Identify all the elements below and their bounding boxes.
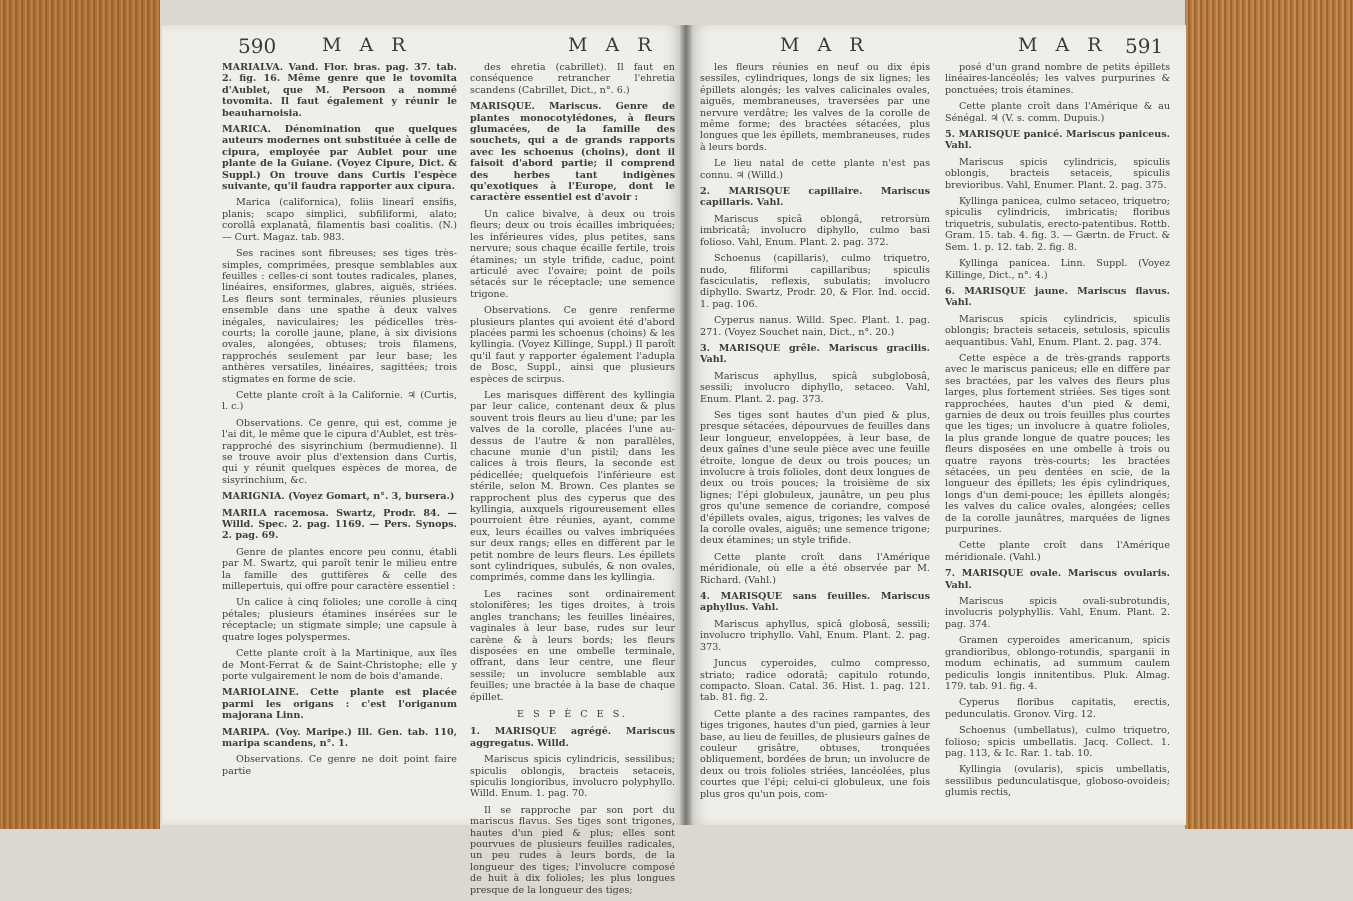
right-running-head-2: M A R [1018, 34, 1108, 56]
left-col2-paragraph: Il se rapproche par son port du mariscus flavus. Ses tiges sont trigones, hautes d'un pied & plus; elles sont pourvues de plusieurs feuilles radicales, un peu rudes à leurs bords, de la longueur des tiges; l'involucre composé de huit à dix folioles; les plus longues presque de la longueur des tiges; [470, 804, 675, 896]
right-col2-paragraph: Schoenus (umbellatus), culmo triquetro, folioso; spicis umbellatis. Jacq. Collect. 1. pag. 113, & Ic. Rar. 1. tab. 10. [945, 725, 1170, 759]
right-col2-paragraph: Mariscus spicis cylindricis, spiculis oblongis; bracteis setaceis, setulosis, spiculis aequantibus. Vahl, Enum. Plant. 2. pag. 374. [945, 313, 1170, 348]
right-col2-paragraph: Cette espèce a de très-grands rapports avec le mariscus paniceus; elle en diffère par ses bractées, par les valves des fleurs plus larges, plus fortement striées. Ses tiges sont rapprochées, hautes d'un pied & demi, garnies de deux ou trois feuilles plus courtes que les tiges; un involucre à quatre folioles, la plus grande longue de quatre pouces; les fleurs disposées en une ombelle à trois ou quatre rayons très-courts; les bractées sétacées, un peu dentées en scie, de la longueur des épillets; les épis cylindriques, longs d'un demi-pouce; les épillets alongés; les valves du calice ovales, alongées; celles de la corolle jaunâtres, marquées de lignes purpurines. [945, 352, 1170, 536]
left-col1-paragraph: Genre de plantes encore peu connu, établi par M. Swartz, qui paroît tenir le milieu entre la famille des guttifères & celle des millepertuis, qui offre pour caractère essentiel : [222, 546, 457, 593]
right-column-2 [945, 62, 1170, 804]
left-col1-paragraph: MARIPA. (Voy. Maripe.) Ill. Gen. tab. 110, maripa scandens, n°. 1. [222, 726, 457, 749]
right-column-1 [700, 62, 930, 805]
right-col1-paragraph: Cette plante a des racines rampantes, des tiges trigones, hautes d'un pied, garnies à leur base, au lieu de feuilles, de plusieurs gaînes de couleur grisâtre, obtuses, tronquées obliquement, bordées de brun; un involucre de deux ou trois folioles striées, lancéolées, plus courtes que l'épi; celui-ci globuleux, une fois plus gros qu'un pois, com- [700, 708, 930, 800]
right-col2-paragraph: 5. MARISQUE panicé. Mariscus paniceus. Vahl. [945, 129, 1170, 152]
right-col1-paragraph: Mariscus aphyllus, spicâ subglobosâ, sessili; involucro diphyllo, setaceo. Vahl, Enum. Plant. 2. pag. 373. [700, 370, 930, 405]
left-col2-paragraph: 1. MARISQUE agrégé. Mariscus aggregatus. Willd. [470, 726, 675, 749]
left-page-edges [0, 0, 160, 829]
left-col1-paragraph: Marica (californica), foliis linearî ensîfis, planis; scapo simplici, subfiliformi, alato; corollâ explanatâ, filamentis basi coalitis. (N.) — Curt. Magaz. tab. 983. [222, 197, 457, 243]
left-col2-paragraph: MARISQUE. Mariscus. Genre de plantes monocotylédones, à fleurs glumacées, de la famille des souchets, qui a de grands rapports avec les schoenus (choins), dont il faisoit d'abord partie; il comprend des herbes tant indigènes qu'exotiques à l'Europe, dont le caractère essentiel est d'avoir : [470, 101, 675, 204]
left-col1-paragraph: Cette plante croît à la Martinique, aux îles de Mont-Ferrat & de Saint-Christophe; elle y porte vulgairement le nom de bois d'amande. [222, 648, 457, 682]
left-col2-paragraph: Observations. Ce genre renferme plusieurs plantes qui avoient été d'abord placées parmi les schoenus (choins) & les kyllingia. (Voyez Killinge, Suppl.) Il paroît qu'il faut y rapporter également l'adupla de Bosc, Suppl., ainsi que plusieurs espèces de scirpus. [470, 305, 675, 385]
left-col1-paragraph: MARICA. Dénomination que quelques auteurs modernes ont substituée à celle de cipura, employée par Aublet pour une plante de la Guiane. (Voyez Cipure, Dict. & Suppl.) On trouve dans Curtis l'espèce suivante, qu'il faudra rapporter aux cipura. [222, 124, 457, 193]
right-col2-paragraph: Kyllingia (ovularis), spicis umbellatis, sessilibus pedunculatisque, globoso-ovoideis; glumis rectis, [945, 764, 1170, 799]
right-col1-paragraph: Mariscus spicâ oblongâ, retrorsùm imbricatâ; involucro diphyllo, culmo basi folioso. Vahl, Enum. Plant. 2. pag. 372. [700, 213, 930, 248]
left-col1-paragraph: Ses racines sont fibreuses; ses tiges très-simples, comprimées, presque semblables aux feuilles : celles-ci sont toutes radicales, planes, linéaires, ensiformes, glabres, aiguës, striées. Les fleurs sont terminales, réunies plusieurs ensemble dans une spathe à deux valves inégales, naviculaires; les pédicelles très-courts; la corolle jaune, plane, à six divisions ovales, alongées, obtuses; trois filamens, rapprochés seulement par leur base; les anthères versatiles, linéaires, sagittées; trois stigmates en forme de scie. [222, 248, 457, 385]
right-col1-paragraph: Schoenus (capillaris), culmo triquetro, nudo, filiformi capillaribus; spiculis fasciculatis, reflexis, subulatis; involucro diphyllo. Swartz, Prodr. 20, & Flor. Ind. occid. 1. pag. 106. [700, 253, 930, 310]
right-col2-paragraph: posé d'un grand nombre de petits épillets linéaires-lancéolés; les valves purpurines & ponctuées; trois étamines. [945, 62, 1170, 96]
right-col1-paragraph: les fleurs réunies en neuf ou dix épis sessiles, cylindriques, longs de six lignes; les épillets alongés; les valves calicinales ovales, aiguës, membraneuses, traversées par une nervure verdâtre; les valves de la corolle de même forme; des bractées sétacées, plus longues que les épillets, membraneuses, rudes à leurs bords. [700, 62, 930, 153]
left-col1-paragraph: Observations. Ce genre ne doit point faire partie [222, 754, 457, 777]
left-col1-paragraph: MARILA racemosa. Swartz, Prodr. 84. — Willd. Spec. 2. pag. 1169. — Pers. Synops. 2. pag. 69. [222, 507, 457, 542]
right-col2-paragraph: Gramen cyperoides americanum, spicis grandioribus, oblongo-rotundis, sparganii in modum echinatis, ad summum caulem pediculis longis innitentibus. Pluk. Almag. 179. tab. 91. fig. 4. [945, 635, 1170, 692]
right-col2-paragraph: Mariscus spicis ovali-subrotundis, involucris polyphyllis. Vahl, Enum. Plant. 2. pag. 374. [945, 596, 1170, 630]
right-col1-paragraph: 4. MARISQUE sans feuilles. Mariscus aphyllus. Vahl. [700, 591, 930, 614]
left-running-head-2: M A R [568, 34, 658, 56]
right-col2-paragraph: Kyllinga panicea. Linn. Suppl. (Voyez Killinge, Dict., n°. 4.) [945, 258, 1170, 281]
left-col1-paragraph: Observations. Ce genre, qui est, comme je l'ai dit, le même que le cipura d'Aublet, est très-rapproché des sisyrinchium (bermudienne). Il se trouve avoir plus d'extension dans Curtis, qui y réunit quelques espèces de morea, de sisyrinchium, &c. [222, 417, 457, 486]
left-col1-paragraph: MARIALVA. Vand. Flor. bras. pag. 37. tab. 2. fig. 16. Même genre que le tovomita d'Aublet, que M. Persoon a nommé tovomita. Il faut également y réunir le beauharnoisia. [222, 62, 457, 119]
right-page-edges [1185, 0, 1353, 829]
left-column-1 [222, 62, 457, 782]
right-col2-paragraph: Cette plante croît dans l'Amérique & au Sénégal. ♃ (V. s. comm. Dupuis.) [945, 101, 1170, 124]
left-col2-paragraph: Un calice bivalve, à deux ou trois fleurs; deux ou trois écailles imbriquées; les inférieures vides, plus petites, sans nervure; sous chaque écaille fertile, trois étamines; un style trifide, caduc, point articulé avec l'ovaire; point de poils sétacés sur le réceptacle; une semence trigone. [470, 208, 675, 300]
right-col1-paragraph: 3. MARISQUE grêle. Mariscus gracilis. Vahl. [700, 342, 930, 366]
left-col1-paragraph: MARIGNIA. (Voyez Gomart, n°. 3, bursera.) [222, 491, 455, 503]
right-col2-paragraph: 7. MARISQUE ovale. Mariscus ovularis. Vahl. [945, 568, 1170, 591]
right-page-number: 591 [1125, 34, 1164, 58]
left-running-head-1: M A R [322, 34, 412, 56]
left-col2-paragraph: E S P È C E S. [517, 708, 628, 720]
right-col1-paragraph: 2. MARISQUE capillaire. Mariscus capillaris. Vahl. [700, 186, 930, 209]
right-col2-paragraph: Mariscus spicis cylindricis, spiculis oblongis, bracteis setaceis, spiculis brevioribus. Vahl, Enumer. Plant. 2. pag. 375. [945, 156, 1170, 191]
right-col1-paragraph: Mariscus aphyllus, spicâ globosâ, sessili; involucro triphyllo. Vahl, Enum. Plant. 2. pag. 373. [700, 618, 930, 653]
left-col2-paragraph: Les marisques diffèrent des kyllingia par leur calice, contenant deux & plus souvent trois fleurs au lieu d'une; par les valves de la corolle, placées l'une au-dessus de l'autre & non parallèles, chacune munie d'un pistil; dans les calices à trois fleurs, la seconde est pédicellée; quelquefois l'inférieure est stérile, selon M. Brown. Ces plantes se rapprochent plus des cyperus que des kyllingia, auxquels rigoureusement elles pourroient être réunies, ayant, comme eux, leurs écailles ou valves imbriquées sur deux rangs; elles en diffèrent par le petit nombre de leurs fleurs. Les épillets sont cylindriques, subulés, & non ovales, comprimés, comme dans les kyllingia. [470, 389, 675, 584]
left-col1-paragraph: Un calice à cinq folioles; une corolle à cinq pétales; plusieurs étamines insérées sur le réceptacle; un stigmate simple; une capsule à quatre loges polyspermes. [222, 597, 457, 643]
right-running-head-1: M A R [780, 34, 870, 56]
right-col2-paragraph: Cette plante croît dans l'Amérique méridionale. (Vahl.) [945, 540, 1170, 563]
right-col1-paragraph: Le lieu natal de cette plante n'est pas connu. ♃ (Willd.) [700, 158, 930, 181]
left-col1-paragraph: Cette plante croît à la Californie. ♃ (Curtis, l. c.) [222, 389, 457, 413]
right-col1-paragraph: Ses tiges sont hautes d'un pied & plus, presque sétacées, dépourvues de feuilles dans leur longueur, enveloppées, à leur base, de deux gaînes d'une seule pièce avec une feuille étroite, longue de deux ou trois pouces; un involucre à trois folioles, dont deux longues de deux ou trois pouces; la troisième de six lignes; l'épi globuleux, jaunâtre, un peu plus gros qu'une semence de coriandre, composé d'épillets ovales, aigus, trigones; les valves de la corolle ovales, aiguës; une semence trigone; deux étamines; un style trifide. [700, 409, 930, 547]
left-page-number: 590 [238, 34, 277, 58]
book-gutter [680, 25, 692, 825]
right-col2-paragraph: Cyperus floribus capitatis, erectis, pedunculatis. Gronov. Virg. 12. [945, 697, 1170, 720]
left-col2-paragraph: Les racines sont ordinairement stolonifères; les tiges droites, à trois angles tranchans; les feuilles linéaires, vaginales à leur base, rudes sur leur carène & à leurs bords; les fleurs disposées en une ombelle terminale, offrant, dans leur centre, une fleur sessile; un involucre semblable aux feuilles; une bractée à la base de chaque épillet. [470, 588, 675, 703]
left-col1-paragraph: MARIOLAINE. Cette plante est placée parmi les origans : c'est l'origanum majorana Linn. [222, 687, 457, 722]
right-col1-paragraph: Juncus cyperoides, culmo compresso, striato; radice odoratâ; capitulo rotundo, compacto. Sloan. Catal. 36. Hist. 1. pag. 121. tab. 81. fig. 2. [700, 658, 930, 704]
left-col2-paragraph: Mariscus spicis cylindricis, sessilibus; spiculis oblongis, bracteis setaceis, spiculis longioribus, involucro polyphyllo. Willd. Enum. 1. pag. 70. [470, 754, 675, 800]
right-col1-paragraph: Cette plante croît dans l'Amérique méridionale, où elle a été observée par M. Richard. (Vahl.) [700, 551, 930, 586]
left-col2-paragraph: des ehretia (cabrillet). Il faut en conséquence retrancher l'ehretia scandens (Cabrillet, Dict., n°. 6.) [470, 62, 675, 96]
left-column-2 [470, 62, 675, 901]
right-col2-paragraph: 6. MARISQUE jaune. Mariscus flavus. Vahl. [945, 285, 1170, 309]
right-col1-paragraph: Cyperus nanus. Willd. Spec. Plant. 1. pag. 271. (Voyez Souchet nain, Dict., n°. 20.) [700, 315, 930, 338]
right-col2-paragraph: Kyllinga panicea, culmo setaceo, triquetro; spiculis cylindricis, imbricatis; floribus triquetris, subulatis, erecto-patentibus. Rottb. Gram. 15. tab. 4. fig. 3. — Gærtn. de Fruct. & Sem. 1. p. 12. tab. 2. fig. 8. [945, 196, 1170, 253]
